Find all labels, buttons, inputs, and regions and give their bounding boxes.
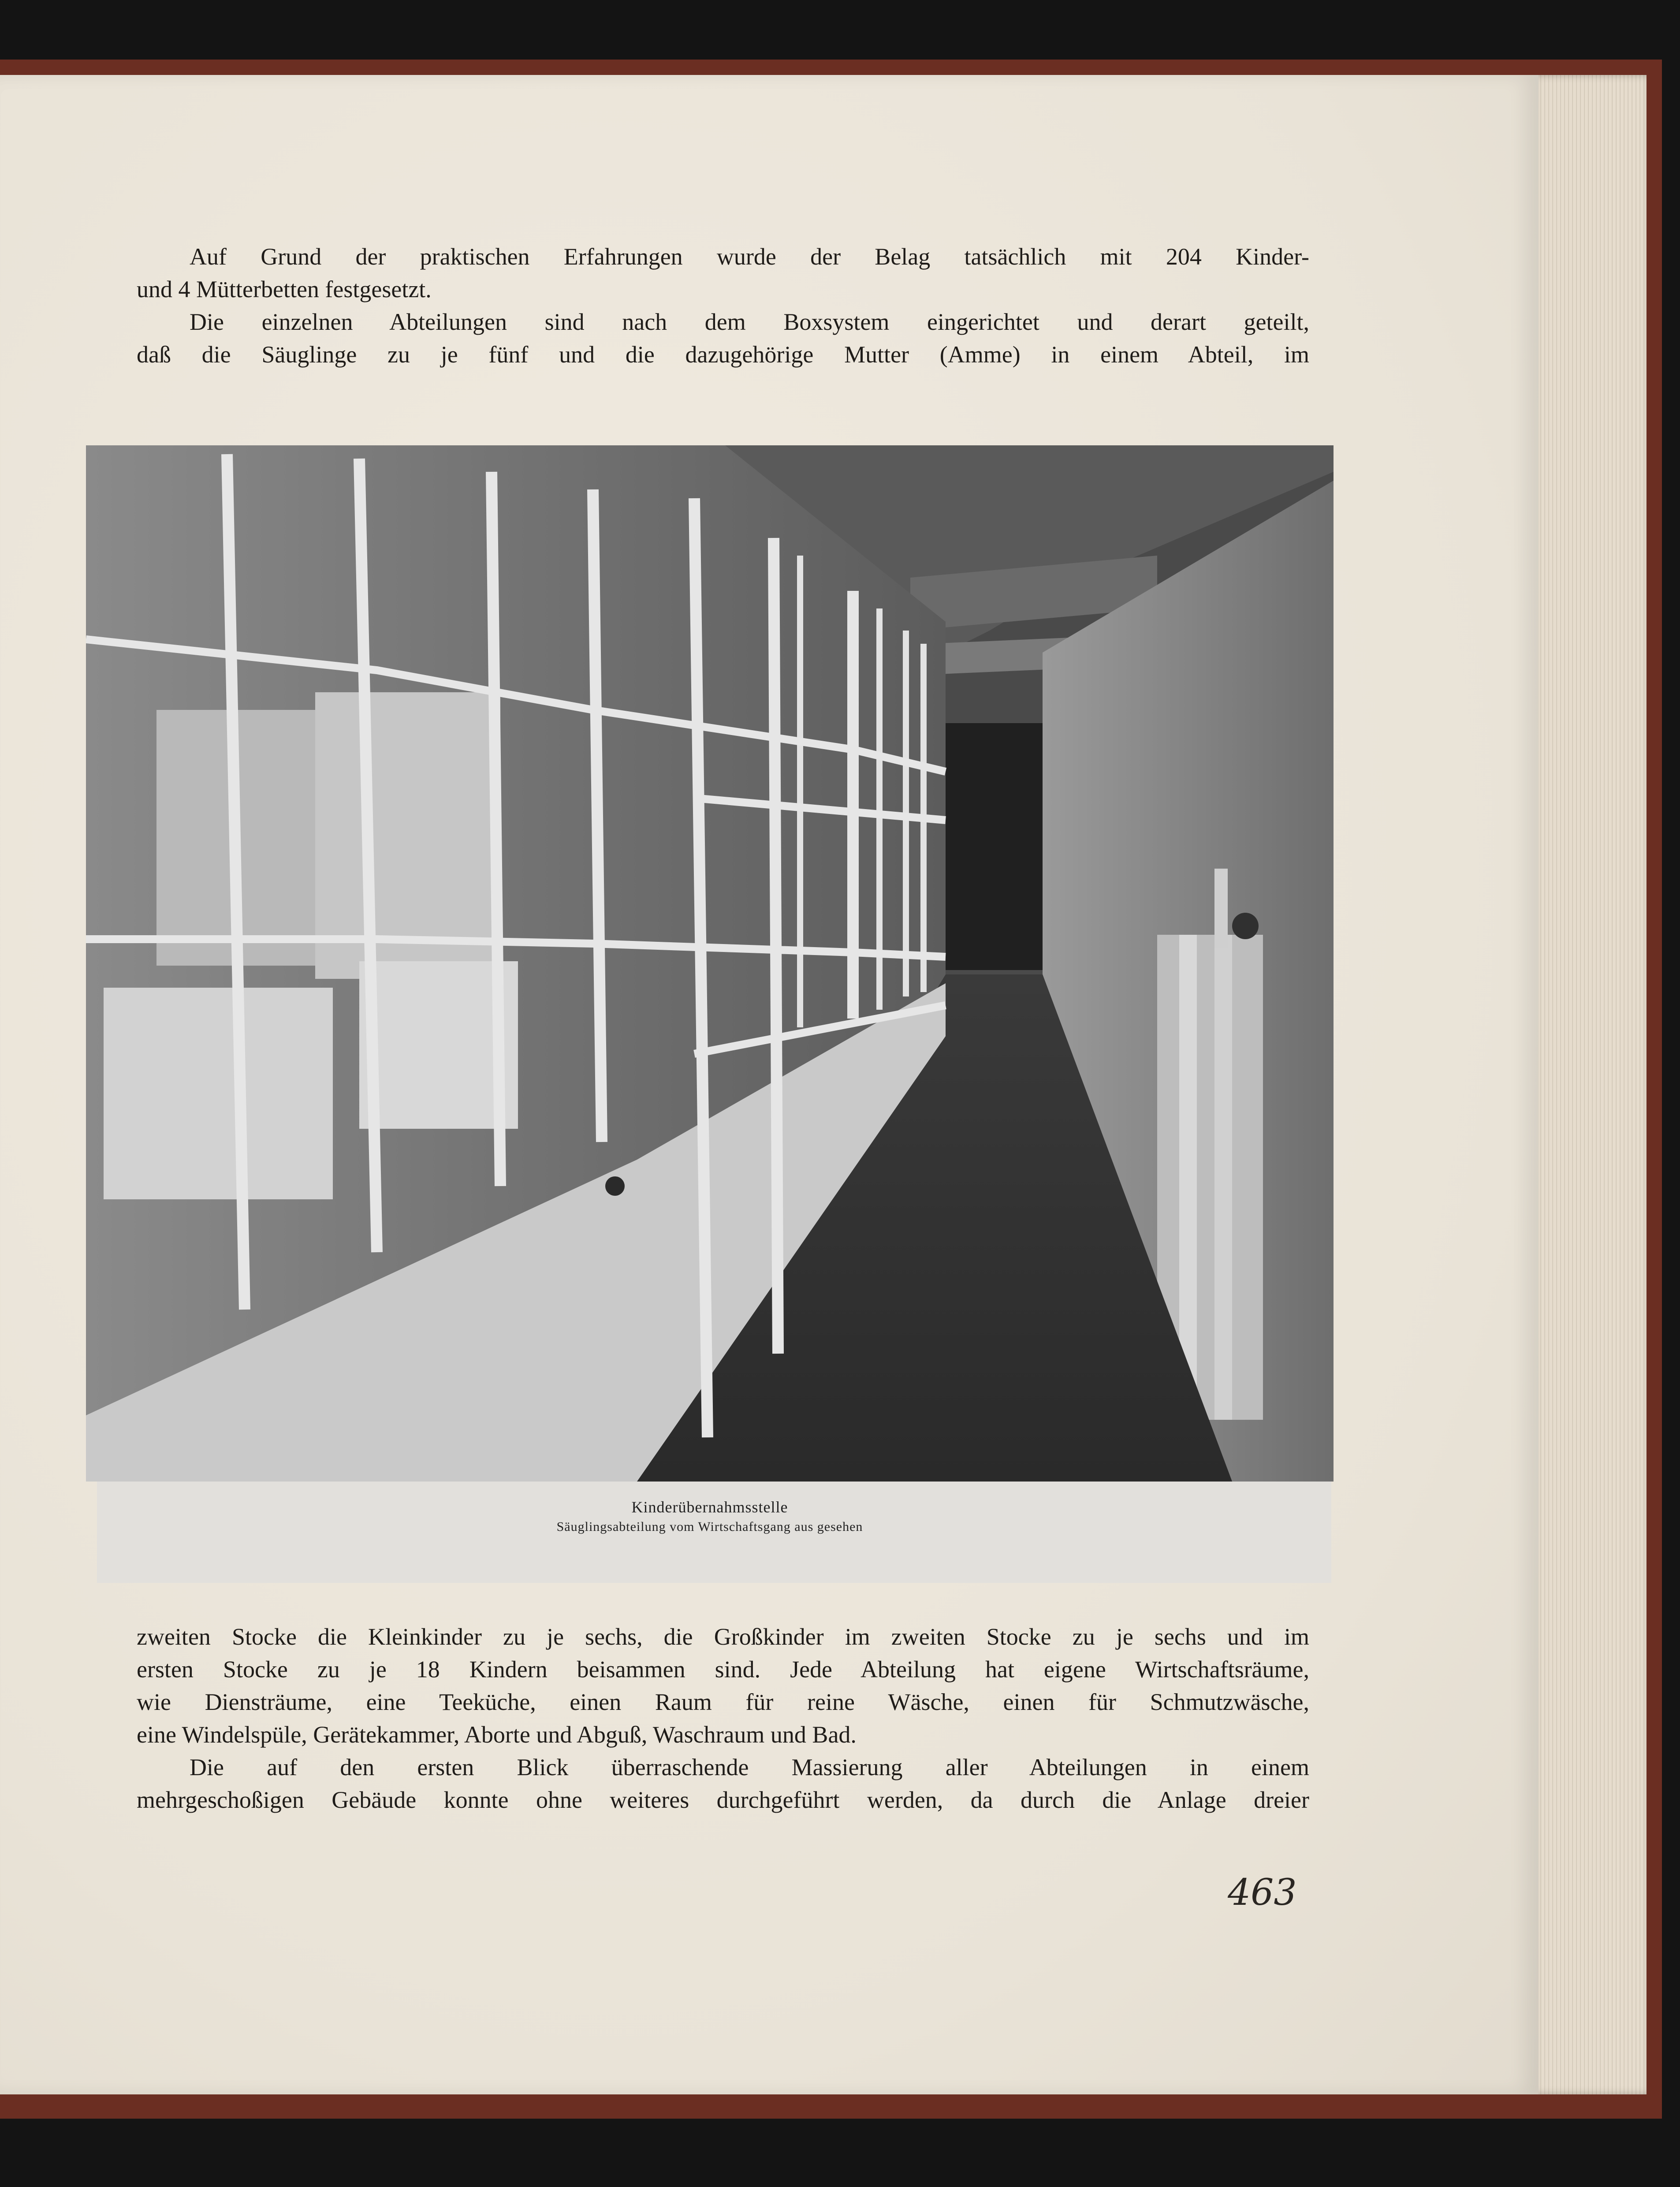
text-line: wie Diensträume, eine Teeküche, einen Raum für reine Wäsche, einen für Schmutzwäsche, [137, 1689, 1309, 1715]
text-line: ersten Stocke zu je 18 Kindern beisammen sind. Jede Abteilung hat eigene Wirtschaftsräume, [137, 1656, 1309, 1683]
text-line: Die einzelnen Abteilungen sind nach dem Boxsystem eingerichtet und derart geteilt, [190, 309, 1309, 335]
top-paragraphs [137, 240, 1309, 371]
page-number: 463 [1228, 1872, 1297, 1914]
text-line: zweiten Stocke die Kleinkinder zu je sechs, die Großkinder im zweiten Stocke zu je sechs und im [137, 1623, 1309, 1650]
corridor-photograph [86, 445, 1334, 1482]
photo-caption [86, 1497, 1334, 1537]
text-line: Die auf den ersten Blick überraschende Massierung aller Abteilungen in einem [190, 1754, 1309, 1780]
text-line: Auf Grund der praktischen Erfahrungen wurde der Belag tatsächlich mit 204 Kinder- [190, 243, 1309, 270]
text-line: mehrgeschoßigen Gebäude konnte ohne weiteres durchgeführt werden, da durch die Anlage dreier [137, 1787, 1309, 1813]
text-line: daß die Säuglinge zu je fünf und die dazugehörige Mutter (Amme) in einem Abteil, im [137, 341, 1309, 368]
text-line: und 4 Mütterbetten festgesetzt. [137, 276, 432, 302]
bottom-paragraphs [137, 1620, 1309, 1816]
caption-subtitle: Säuglingsabteilung vom Wirtschaftsgang aus gesehen [556, 1519, 863, 1534]
page-stack-edges [1530, 75, 1646, 2094]
caption-title: Kinderübernahmsstelle [631, 1498, 788, 1516]
text-line: eine Windelspüle, Gerätekammer, Aborte und Abguß, Waschraum und Bad. [137, 1721, 857, 1748]
photo-frame [86, 445, 1334, 1482]
